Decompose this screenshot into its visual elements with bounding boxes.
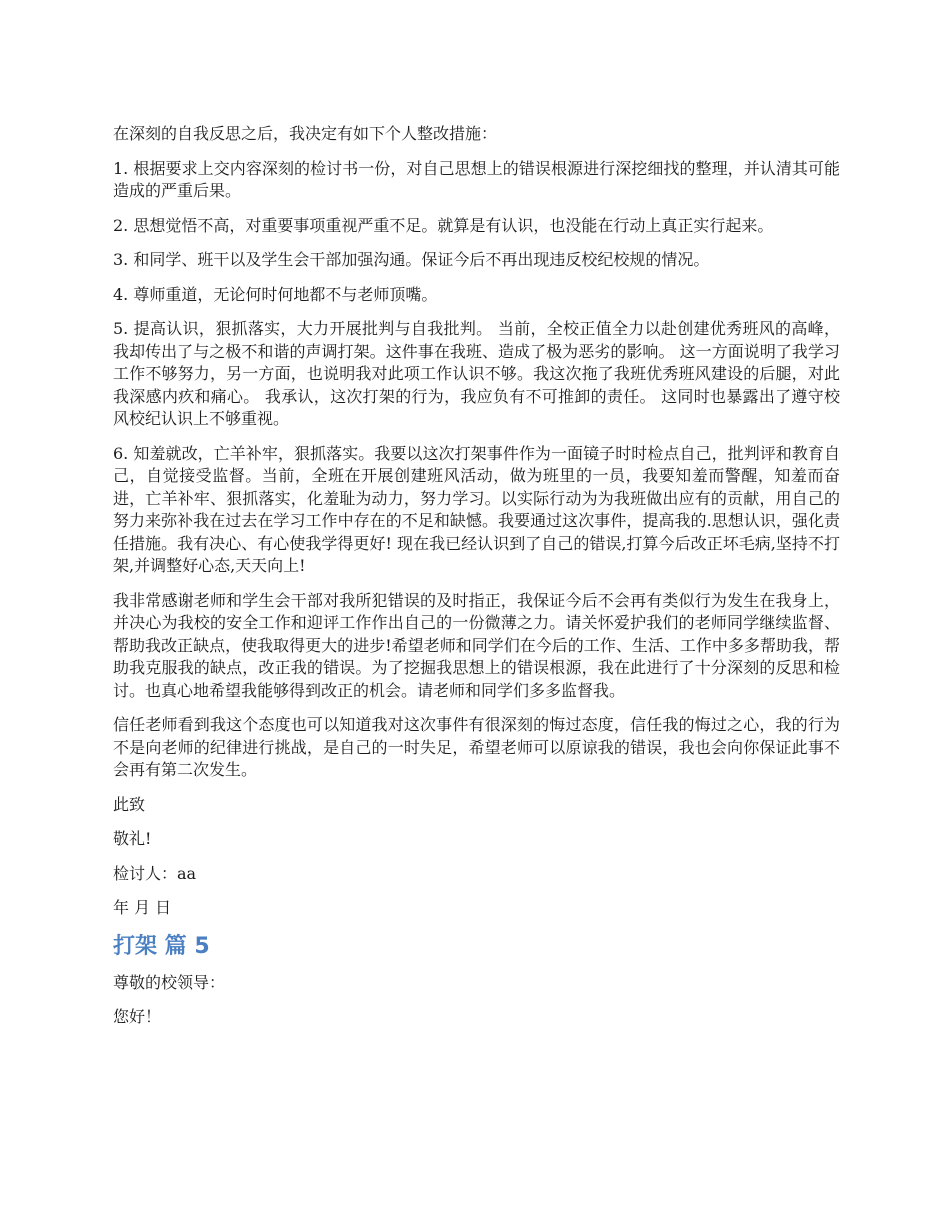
thanks-paragraph: 我非常感谢老师和学生会干部对我所犯错误的及时指正，我保证今后不会再有类似行为发生在我身上，并决心为我校的安全工作和迎评工作作出自己的一份微薄之力。请关怀爱护我们的老师同学继续监督、帮助我改正缺点，使我取得更大的进步!希望老师和同学们在今后的工作、生活、工作中多多帮助我，帮助我克服我的缺点，改正我的错误。为了挖掘我思想上的错误根源，我在此进行了十分深刻的反思和检讨。也真心地希望我能够得到改正的机会。请老师和同学们多多监督我。 xyxy=(113,590,840,700)
measure-1-paragraph: 1. 根据要求上交内容深刻的检讨书一份，对自己思想上的错误根源进行深挖细找的整理，并认清其可能造成的严重后果。 xyxy=(113,158,840,200)
trust-paragraph: 信任老师看到我这个态度也可以知道我对这次事件有很深刻的悔过态度，信任我的悔过之心，我的行为不是向老师的纪律进行挑战，是自己的一时失足，希望老师可以原谅我的错误，我也会向你保证此事不会再有第二次发生。 xyxy=(113,715,840,779)
date-line: 年 月 日 xyxy=(113,898,172,917)
closing-salutation: 此致 xyxy=(113,794,146,814)
intro-paragraph: 在深刻的自我反思之后，我决定有如下个人整改措施： xyxy=(113,124,498,143)
document-page xyxy=(113,123,840,1041)
greeting-hello: 您好！ xyxy=(113,1007,162,1026)
measure-4-paragraph: 4. 尊师重道，无论何时何地都不与老师顶嘴。 xyxy=(113,284,438,304)
signature-line: 检讨人：aa xyxy=(113,863,197,883)
measure-2-paragraph: 2. 思想觉悟不高，对重要事项重视严重不足。就算是有认识，也没能在行动上真正实行起来。 xyxy=(113,215,774,235)
greeting-recipient: 尊敬的校领导： xyxy=(113,972,226,992)
measure-5-paragraph: 5. 提高认识，狠抓落实，大力开展批判与自我批判。 当前，全校正值全力以赴创建优秀班风的高峰，我却传出了与之极不和谐的声调打架。这件事在我班、造成了极为恶劣的影响。 这一方面说明了我学习工作不够努力，另一方面，也说明我对此项工作认识不够。我这次拖了我班优秀班风建设的后腿，对此我深感内疚和痛心。 我承认，这次打架的行为，我应负有不可推卸的责任。 这同时也暴露出了遵守校风校纪认识上不够重视。 xyxy=(113,319,840,428)
closing-regards: 敬礼! xyxy=(113,829,152,848)
measure-6-paragraph: 6. 知羞就改，亡羊补牢，狠抓落实。我要以这次打架事件作为一面镜子时时检点自己，批判评和教育自己，自觉接受监督。当前，全班在开展创建班风活动，做为班里的一员，我要知羞而警醒，知羞而奋进，亡羊补牢、狠抓落实，化羞耻为动力，努力学习。以实际行动为为我班做出应有的贡献，用自己的努力来弥补我在过去在学习工作中存在的不足和缺憾。我要通过这次事件，提高我的.思想认识，强化责任措施。我有决心、有心使我学得更好! 现在我已经认识到了自己的错误,打算今后改正坏毛病,坚持不打架,并调整好心态,天天向上! xyxy=(113,443,840,575)
measure-3-paragraph: 3. 和同学、班干以及学生会干部加强沟通。保证今后不再出现违反校纪校规的情况。 xyxy=(113,250,710,269)
section-heading: 打架 篇 5 xyxy=(113,933,210,959)
